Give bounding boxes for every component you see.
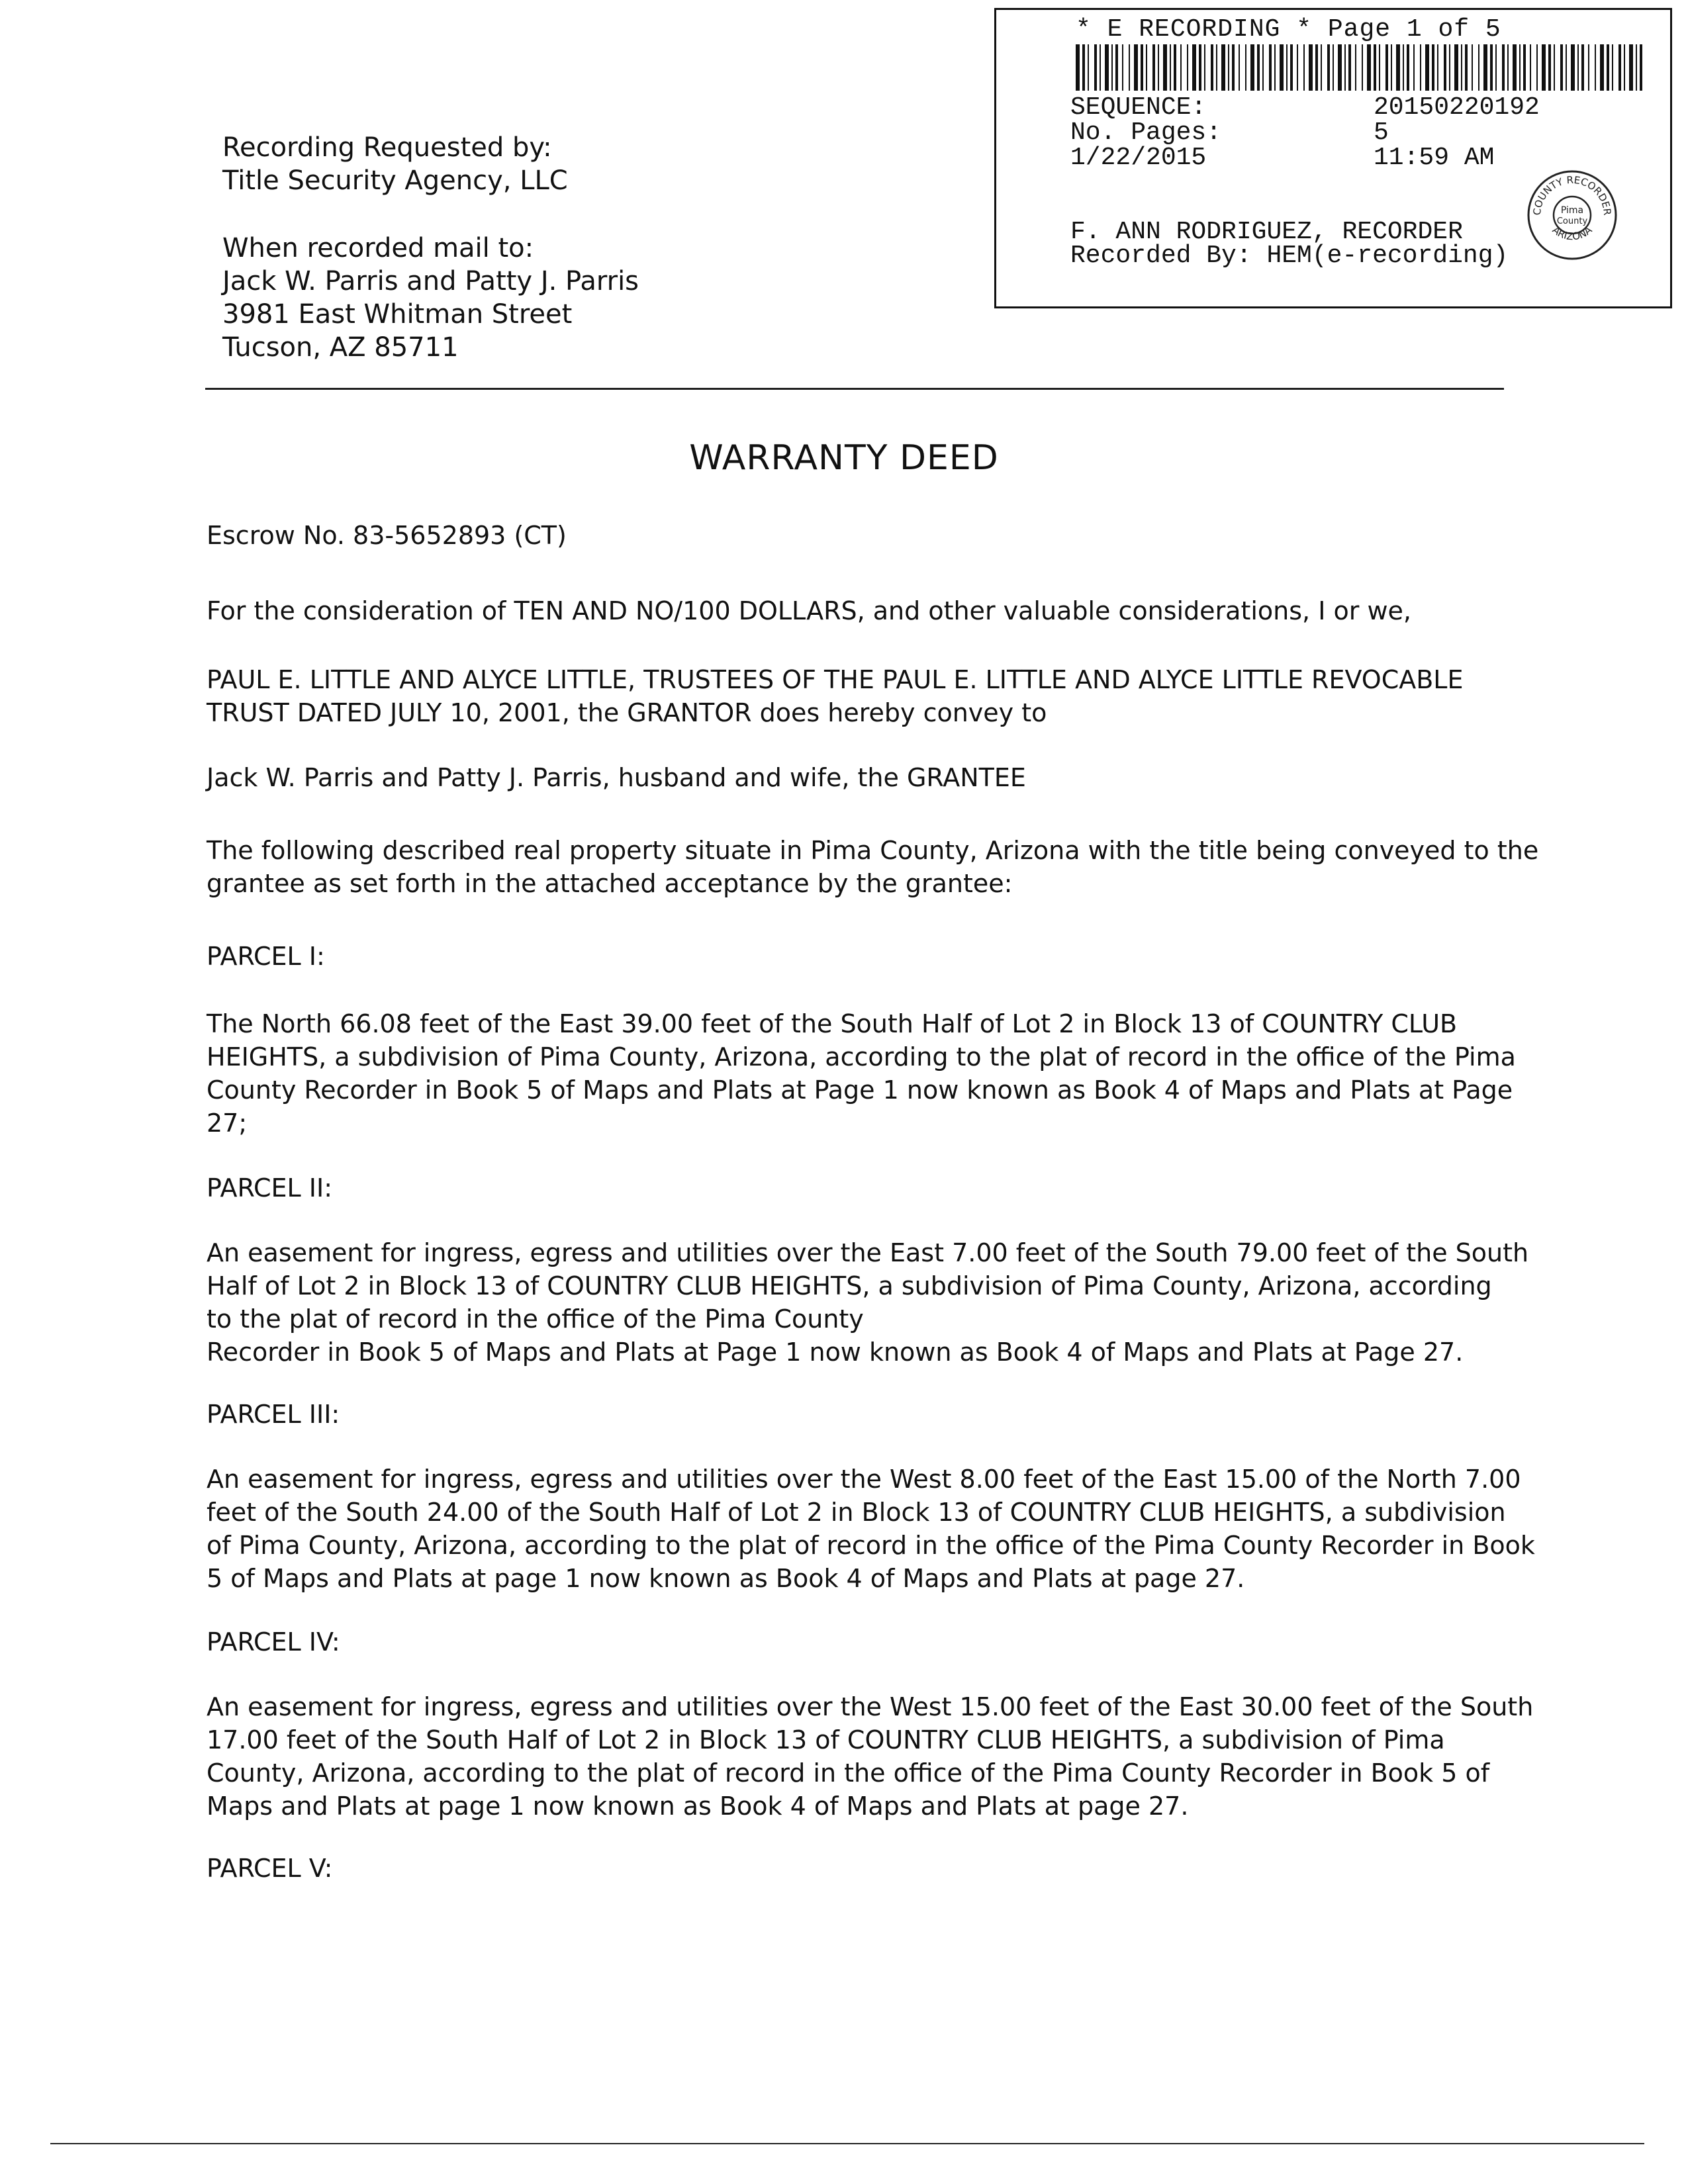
county-seal-icon — [1526, 169, 1618, 261]
barcode-bar — [1571, 44, 1575, 91]
mail-to-label: When recorded mail to: — [222, 233, 534, 263]
barcode-bar — [1413, 44, 1415, 91]
header-divider — [205, 388, 1504, 390]
barcode-bar — [1115, 44, 1118, 91]
barcode-bar — [1385, 44, 1388, 91]
barcode-bar — [1407, 44, 1409, 91]
parcel-line: feet of the South 24.00 of the South Half of Lot 2 in Block 13 of COUNTRY CLUB HEIGHTS, a subdivision — [207, 1498, 1506, 1527]
barcode-bar — [1542, 44, 1546, 91]
record-time: 11:59 AM — [1374, 144, 1495, 172]
barcode-bar — [1478, 44, 1479, 91]
barcode-bar — [1362, 44, 1363, 91]
barcode-bar — [1141, 44, 1143, 91]
escrow-number: Escrow No. 83-5652893 (CT) — [207, 521, 567, 550]
barcode-bar — [1290, 44, 1293, 91]
recording-requested-block — [222, 131, 568, 197]
barcode-bar — [1245, 44, 1246, 91]
grantee-text: Jack W. Parris and Patty J. Parris, husband and wife, the GRANTEE — [207, 763, 1026, 792]
barcode-bar — [1105, 44, 1109, 91]
barcode-bar — [1082, 44, 1085, 91]
property-intro-line: The following described real property situate in Pima County, Arizona with the title being conveyed to the — [207, 836, 1539, 865]
barcode-bar — [1152, 44, 1155, 91]
barcode-bar — [1636, 44, 1637, 91]
barcode-bar — [1595, 44, 1596, 91]
barcode-bar — [1122, 44, 1123, 91]
barcode-bar — [1403, 44, 1404, 91]
pages-value: 5 — [1374, 118, 1389, 147]
mail-to-block — [222, 232, 639, 364]
barcode-bar — [1519, 44, 1521, 91]
barcode-bar — [1420, 44, 1421, 91]
parcel-description — [207, 1463, 1535, 1595]
barcode-bar — [1211, 44, 1213, 91]
property-intro-line: grantee as set forth in the attached acceptance by the grantee: — [207, 869, 1013, 898]
barcode-bar — [1618, 44, 1621, 91]
barcode-bar — [1425, 44, 1429, 91]
grantor-line: TRUST DATED JULY 10, 2001, the GRANTOR does hereby convey to — [207, 698, 1047, 727]
barcode-bar — [1490, 44, 1493, 91]
barcode-bar — [1111, 44, 1113, 91]
parcel-description — [207, 1690, 1534, 1823]
barcode-bar — [1199, 44, 1201, 91]
barcode-bar — [1502, 44, 1505, 91]
mail-to-city: Tucson, AZ 85711 — [222, 332, 459, 363]
barcode-bar — [1309, 44, 1313, 91]
parcel-line: County Recorder in Book 5 of Maps and Plats at Page 1 now known as Book 4 of Maps and Plats at Page — [207, 1075, 1513, 1105]
barcode-bar — [1348, 44, 1351, 91]
recorder-stamp — [994, 8, 1672, 308]
barcode-bar — [1280, 44, 1284, 91]
parcel-line: of Pima County, Arizona, according to the plat of record in the office of the Pima County Recorder in Book — [207, 1531, 1535, 1560]
barcode-bar — [1379, 44, 1380, 91]
barcode-bar — [1221, 44, 1225, 91]
barcode-bar — [1513, 44, 1517, 91]
grantor-line: PAUL E. LITTLE AND ALYCE LITTLE, TRUSTEES OF THE PAUL E. LITTLE AND ALYCE LITTLE REVOCABLE — [207, 665, 1464, 694]
barcode-bar — [1170, 44, 1171, 91]
parcel-line: Recorder in Book 5 of Maps and Plats at Page 1 now known as Book 4 of Maps and Plats at Page 27. — [207, 1338, 1464, 1367]
sequence-label: SEQUENCE: — [1070, 93, 1207, 122]
barcode-bar — [1536, 44, 1538, 91]
parcel-line: to the plat of record in the office of the Pima County — [207, 1304, 864, 1334]
barcode-bar — [1187, 44, 1188, 91]
barcode-bar — [1250, 44, 1254, 91]
barcode-bar — [1158, 44, 1159, 91]
barcode-bar — [1076, 44, 1080, 91]
barcode-bar — [1560, 44, 1563, 91]
document-title: WARRANTY DEED — [689, 438, 999, 478]
barcode-bar — [1321, 44, 1322, 91]
parcel-line: 17.00 feet of the South Half of Lot 2 in Block 13 of COUNTRY CLUB HEIGHTS, a subdivision of Pima — [207, 1725, 1445, 1754]
barcode-bar — [1581, 44, 1584, 91]
barcode-bar — [1624, 44, 1625, 91]
barcode-bar — [1588, 44, 1589, 91]
barcode-bar — [1449, 44, 1450, 91]
datetime-row — [1070, 144, 1495, 172]
barcode-bar — [1257, 44, 1260, 91]
parcel-line: An easement for ingress, egress and utilities over the West 15.00 feet of the East 30.00 feet of the South — [207, 1692, 1534, 1721]
record-date: 1/22/2015 — [1070, 144, 1207, 172]
barcode-bar — [1523, 44, 1526, 91]
parcel-line: Half of Lot 2 in Block 13 of COUNTRY CLUB HEIGHTS, a subdivision of Pima County, Arizona, according — [207, 1271, 1492, 1300]
barcode-bar — [1432, 44, 1434, 91]
parcel-line: An easement for ingress, egress and utilities over the East 7.00 feet of the South 79.00 feet of the South — [207, 1238, 1529, 1267]
barcode-bar — [1228, 44, 1229, 91]
parcel-line: An easement for ingress, egress and utilities over the West 8.00 feet of the East 15.00 of the North 7.00 — [207, 1465, 1521, 1494]
barcode-bar — [1232, 44, 1235, 91]
barcode-bar — [1239, 44, 1240, 91]
sequence-row — [1070, 93, 1540, 122]
barcode-bar — [1344, 44, 1346, 91]
barcode-bar — [1507, 44, 1509, 91]
barcode-bar — [1180, 44, 1182, 91]
parcel-line: HEIGHTS, a subdivision of Pima County, Arizona, according to the plat of record in the office of the Pima — [207, 1042, 1516, 1071]
barcode-bar — [1192, 44, 1196, 91]
barcode-bar — [1530, 44, 1531, 91]
barcode-bar — [1391, 44, 1392, 91]
barcode-bar — [1465, 44, 1468, 91]
parcel-description — [207, 1236, 1529, 1369]
parcel-line: Maps and Plats at page 1 now known as Book 4 of Maps and Plats at page 27. — [207, 1792, 1189, 1821]
barcode-bar — [1297, 44, 1298, 91]
barcode-bar — [1163, 44, 1167, 91]
barcode-bar — [1483, 44, 1487, 91]
barcode-bar — [1554, 44, 1555, 91]
barcode-bar — [1355, 44, 1356, 91]
barcode-bar — [1566, 44, 1567, 91]
footer-divider — [50, 2143, 1644, 2144]
barcode-bar — [1472, 44, 1473, 91]
barcode-bar — [1146, 44, 1147, 91]
barcode-bar — [1374, 44, 1376, 91]
barcode-bar — [1612, 44, 1613, 91]
barcode-image — [1076, 44, 1642, 91]
sequence-value: 20150220192 — [1374, 93, 1540, 122]
parcel-line: The North 66.08 feet of the East 39.00 feet of the South Half of Lot 2 in Block 13 of COUNTRY CLUB — [207, 1009, 1458, 1038]
barcode-bar — [1495, 44, 1497, 91]
barcode-bar — [1216, 44, 1217, 91]
barcode-bar — [1327, 44, 1330, 91]
barcode-bar — [1129, 44, 1130, 91]
barcode-bar — [1461, 44, 1462, 91]
mail-to-street: 3981 East Whitman Street — [222, 299, 573, 330]
recorder-name: F. ANN RODRIGUEZ, RECORDER — [1070, 218, 1463, 246]
barcode-bar — [1286, 44, 1288, 91]
seal-text-center-2: County — [1556, 216, 1588, 226]
stamp-header: * E RECORDING * Page 1 of 5 — [1076, 15, 1501, 44]
parcel-heading: PARCEL V: — [207, 1854, 333, 1883]
barcode-bar — [1454, 44, 1458, 91]
parcel-line: County, Arizona, according to the plat of record in the office of the Pima County Recorder in Book 5 of — [207, 1758, 1490, 1788]
barcode-bar — [1640, 44, 1642, 91]
parcel-line: 5 of Maps and Plats at page 1 now known as Book 4 of Maps and Plats at page 27. — [207, 1564, 1245, 1593]
parcel-heading: PARCEL I: — [207, 942, 325, 971]
barcode-bar — [1174, 44, 1176, 91]
pages-label: No. Pages: — [1070, 118, 1222, 147]
seal-text-top: COUNTY RECORDER — [1530, 173, 1614, 216]
parcel-heading: PARCEL IV: — [207, 1627, 340, 1657]
barcode-bar — [1262, 44, 1264, 91]
barcode-bar — [1100, 44, 1101, 91]
barcode-bar — [1269, 44, 1272, 91]
barcode-bar — [1333, 44, 1334, 91]
barcode-bar — [1204, 44, 1205, 91]
barcode-bar — [1437, 44, 1438, 91]
recording-requested-label: Recording Requested by: — [222, 132, 552, 163]
barcode-bar — [1303, 44, 1305, 91]
barcode-bar — [1444, 44, 1446, 91]
barcode-bar — [1396, 44, 1400, 91]
barcode-bar — [1367, 44, 1371, 91]
property-intro — [207, 834, 1539, 900]
grantor-text — [207, 663, 1521, 729]
pages-row — [1070, 118, 1389, 147]
parcel-heading: PARCEL III: — [207, 1400, 340, 1429]
barcode-bar — [1600, 44, 1604, 91]
barcode-bar — [1577, 44, 1579, 91]
parcel-line: 27; — [207, 1109, 248, 1138]
barcode-bar — [1088, 44, 1089, 91]
recorded-by: Recorded By: HEM(e-recording) — [1070, 242, 1509, 270]
barcode-bar — [1094, 44, 1097, 91]
seal-text-bottom: ARIZONA — [1550, 224, 1595, 243]
consideration-text: For the consideration of TEN AND NO/100 DOLLARS, and other valuable considerations, I or we, — [207, 596, 1411, 625]
parcel-description — [207, 1007, 1521, 1140]
recording-requested-value: Title Security Agency, LLC — [222, 165, 568, 196]
mail-to-name: Jack W. Parris and Patty J. Parris — [222, 266, 639, 296]
barcode-bar — [1274, 44, 1276, 91]
barcode-bar — [1607, 44, 1609, 91]
barcode-bar — [1338, 44, 1342, 91]
barcode-bar — [1629, 44, 1633, 91]
barcode-bar — [1548, 44, 1551, 91]
parcel-heading: PARCEL II: — [207, 1173, 332, 1203]
barcode-bar — [1134, 44, 1138, 91]
seal-text-center-1: Pima — [1560, 205, 1584, 216]
barcode-bar — [1315, 44, 1318, 91]
